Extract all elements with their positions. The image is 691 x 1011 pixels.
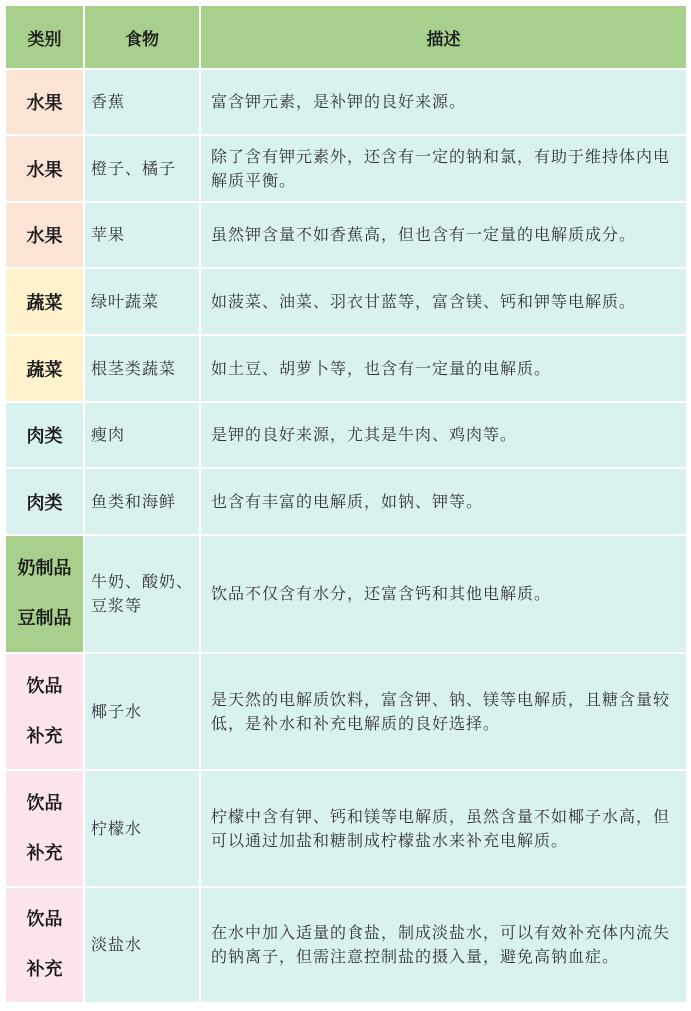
table-row — [5, 653, 687, 770]
food-cell: 鱼类和海鲜 — [84, 468, 200, 535]
category-cell: 肉类 — [5, 402, 84, 468]
table-row — [5, 468, 687, 535]
food-cell: 椰子水 — [84, 653, 200, 770]
header-food: 食物 — [84, 5, 200, 69]
table-row — [5, 887, 687, 1003]
header-description: 描述 — [200, 5, 687, 69]
category-cell: 肉类 — [5, 468, 84, 535]
category-cell: 饮品 补充 — [5, 770, 84, 887]
description-cell: 饮品不仅含有水分，还富含钙和其他电解质。 — [200, 535, 687, 653]
table-row — [5, 770, 687, 887]
category-cell: 饮品 补充 — [5, 887, 84, 1003]
food-cell: 香蕉 — [84, 69, 200, 135]
category-cell: 蔬菜 — [5, 268, 84, 335]
category-cell: 饮品 补充 — [5, 653, 84, 770]
food-cell: 牛奶、酸奶、 豆浆等 — [84, 535, 200, 653]
description-cell: 如菠菜、油菜、羽衣甘蓝等，富含镁、钙和钾等电解质。 — [200, 268, 687, 335]
description-cell: 柠檬中含有钾、钙和镁等电解质，虽然含量不如椰子水高，但可以通过加盐和糖制成柠檬盐水来补充电解质。 — [200, 770, 687, 887]
food-cell: 根茎类蔬菜 — [84, 335, 200, 402]
food-cell: 绿叶蔬菜 — [84, 268, 200, 335]
table-row — [5, 69, 687, 135]
table-row — [5, 202, 687, 268]
description-cell: 除了含有钾元素外，还含有一定的钠和氯，有助于维持体内电解质平衡。 — [200, 135, 687, 202]
category-cell: 水果 — [5, 135, 84, 202]
table-row — [5, 402, 687, 468]
food-cell: 瘦肉 — [84, 402, 200, 468]
header-row — [5, 5, 687, 69]
description-cell: 在水中加入适量的食盐，制成淡盐水，可以有效补充体内流失的钠离子，但需注意控制盐的摄入量，避免高钠血症。 — [200, 887, 687, 1003]
description-cell: 是钾的良好来源，尤其是牛肉、鸡肉等。 — [200, 402, 687, 468]
electrolyte-food-table — [4, 4, 688, 1004]
table-row — [5, 535, 687, 653]
food-cell: 柠檬水 — [84, 770, 200, 887]
description-cell: 虽然钾含量不如香蕉高，但也含有一定量的电解质成分。 — [200, 202, 687, 268]
category-cell: 奶制品 豆制品 — [5, 535, 84, 653]
description-cell: 也含有丰富的电解质，如钠、钾等。 — [200, 468, 687, 535]
table-row — [5, 335, 687, 402]
table-row — [5, 135, 687, 202]
description-cell: 是天然的电解质饮料，富含钾、钠、镁等电解质，且糖含量较低，是补水和补充电解质的良好选择。 — [200, 653, 687, 770]
category-cell: 水果 — [5, 202, 84, 268]
description-cell: 富含钾元素，是补钾的良好来源。 — [200, 69, 687, 135]
description-cell: 如土豆、胡萝卜等，也含有一定量的电解质。 — [200, 335, 687, 402]
header-category: 类别 — [5, 5, 84, 69]
food-cell: 苹果 — [84, 202, 200, 268]
category-cell: 蔬菜 — [5, 335, 84, 402]
food-cell: 橙子、橘子 — [84, 135, 200, 202]
table-row — [5, 268, 687, 335]
category-cell: 水果 — [5, 69, 84, 135]
food-cell: 淡盐水 — [84, 887, 200, 1003]
